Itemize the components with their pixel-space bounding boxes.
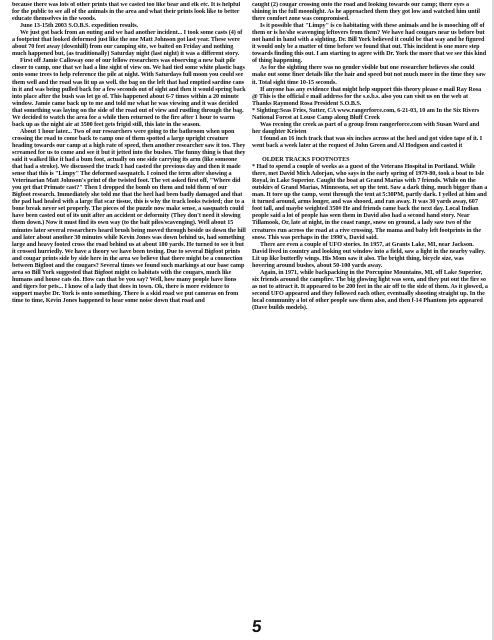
paragraph: There are even a couple of UFO stories. In 1957, at Grants Lake, MI, near Jackson. David lived in country and looking out window into a field, saw a light in the nearby valley. Lit up like butterfly wings. His Mom saw it also. The bright thing, bicycle size, was hovering around bushes, about 50-100 yards away. [252, 241, 486, 269]
paragraph: Again, in 1971, while backpacking in the Porcupine Mountains, MI, off Lake Superior, six friends around the campfire. The big glowing light was seen, and they put out the fire so as not to attract it. It appeared to be 200 feet in the air off to the side of them. As it glowed, a second UFO appeared and they followed each other, eventually shooting straight up. In the local community a lot of other people saw them also, and then f-14 Phantom jets appeared (Dave builds models). [252, 269, 488, 312]
paragraph: We just got back from an outing and we had another incident... I took some casts (4) of a footprint that looked deformed just like the one Matt Johnson got last year. These were about 70 feet away (downhill) from our camping site, we baited on Friday and nothing much happened but, (as traditionally) Saturday night (last night) it was a different story. [12, 30, 243, 58]
blank-line [252, 150, 488, 157]
paragraph: Is it possible that "Limpy" is co habitating with these animals and he is mooching off of them or is he/she scavenging leftovers from them? We have had cougars near us before but not hand in hand with a sighting. Dr. Bill York believed it could be that way and he figured it would only be a matter of time before we found that out. This incident is one more step towards finding this out. I am starting to agree with Dr. York the more that we see this kind of thing happening. [252, 23, 487, 65]
paragraph: I found an 16 inch track that was six inches across at the heel and got video tape of it. I went back a week later at the request of John Green and Al Hodgson and casted it [252, 135, 483, 149]
paragraph: because there was lots of other prints that we casted too like bear and elk etc. It is helpful for the public to see all of the animals in the area and what their prints look like to better educate themselves in the woods. [12, 2, 241, 23]
right-column [252, 2, 488, 634]
section-heading: June 13-15th 2003 S.O.B.S. expedition results. [20, 23, 139, 30]
paragraph: * Had to spend a couple of weeks as a guest of the Veterans Hospital in Portland. While there, met David Mich Adorjan, who says in the early spring of 1979-80, took a boat to Isle Royal, in Lake Superior. Caught the boat at Grand Marias with 7 friends. While on the outskirs of Grand Marias, Minnesota, set up the tent. Saw a dark thing, much bigger than a man. It tore up the camp, went through the tent at 5:30PM, partly dark. I yelled at him and it turned around, arms longer, and was shooed, and ran away. It was 30 yards away, 607 foot tall, and maybe weighted 350# He and friends came back the next day. Local Indian people said a lot of people has seen them in David also had a second hand story. Near Tillamook, Or, late at night, in the coast range, snow on ground, a lady saw two of the creatures run across the road at a rive crossing. The mama and baby left footprints in the snow. This was perhaps in the 1990's, David said. [252, 164, 488, 241]
paragraph: About 1 hour later... Two of our researchers were going to the bathroom when upon crossing the road to come back to camp one of them spotted a large upright creature heading towards our camp at a high rate of speed, then another researcher saw it too. They screamed for us to come and see it but it jetted into the bushes. The funny thing is that they said it walked like it had a bum foot, actually on one side carrying its arm (like someone that had a stroke). We discussed the track I had casted the previous day and then it made sense that this is "Limpy" The deformed sasquatch. I coined the term after showing a Veterinarian Matt Johnson's print of the twisted foot. The vet asked first off, "Where did you get that Primate cast?" Then I dropped the bomb on them and told them of our Bigfoot research. Immediately she told me that the heel had been badly damaged and that the pad had healed with a large flat scar tissue, this is why the track looks twisted; due to a bone break never set properly. The pieces of the puzzle now make sense, a sasquatch could have been casted out of its unit after an accident or deformity (They don't need it slowing them down.) Now it must find its own way (to the bait piles/scavenging). Well about 15 minutes later several researchers heard brush being moved through beside us down the hill and later about another 30 minutes while Kevin Jones was down behind us, had something large and heavy footed cross the road behind us at about 180 yards. He turned to see it but it crossed hurriedly. We have a theory we have been testing. Due to several Bigfoot prints and cougar prints side by side here in the area we believe that there might be a connection between Bigfoot and the cougars? Several times we found such markings at our base camp area so Bill York suggested that Bigfoot might co habitats with the cougars, much like humans and house cats do. How can that be you say? Well, how many people have lions and tigers for pets... I know of a lady that does in town. Ok, there is more evidence to support maybe Dr. York is onto something. There is a skid road we put cameras on from time to time, Kevin Jones happened to hear some noise down that road and [12, 128, 246, 304]
paragraph: If anyone has any evidence that might help support this theory please e mail Ray Rosa @ This is the official e mail address for the s.o.b.s. also you can visit us on the web at Thanks Raymond Rosa President S.O.B.S. [252, 86, 482, 107]
left-column [12, 2, 246, 634]
paragraph: Was recoing the creek as part of a group from rangerforce.com with Susan Ward and her daughter Kristen [252, 121, 480, 135]
paragraph: caught (2) cougar crossing onto the road and looking towards our camp; there eyes a shining in the full moonlight. As he approached them they got low and watched him until there comfort zone was compromised. [252, 2, 480, 23]
paragraph: First off Jamie Calloway one of our fellow researchers was observing a new bait pile closer to camp, one that we had a line sight of view on. We had tied some white plastic bags onto some trees to help reference the pile at night. With Saturdays full moon you could see them well and the road was lit up as well. the bag on the left that had emptied sardine cans in it and was being pulled back for a few seconds out of sight and then it would spring back into place after the bush was let go of. This happened about 6-7 times within a 20 minute window. Jamie came back up to me and told me what he was viewing and it was decided that something was laying on the side of the road out of view and rustling through the bag. We decided to watch the area for a while then returned to the fire after 1 hour to warm back up as the night air at 3500 feet gets frigid still, this late in the season. [12, 58, 246, 128]
sighting-entry: * Sighting:Seas Fries, Sutter, CA www.rangerforce.com, 6-21-03, 10 am In the Six Rivers National Forest at Louse Camp along Bluff Creek [252, 107, 480, 121]
paragraph: As for the sighting there was no gender visible but one researcher believes she could make out some finer details like the hair and speed but not much more in the time they saw it. Total sight time 10-15 seconds. [252, 65, 486, 86]
page-number: 5 [251, 617, 263, 636]
section-heading: OLDER TRACKS FOOTNOTES [262, 157, 350, 164]
